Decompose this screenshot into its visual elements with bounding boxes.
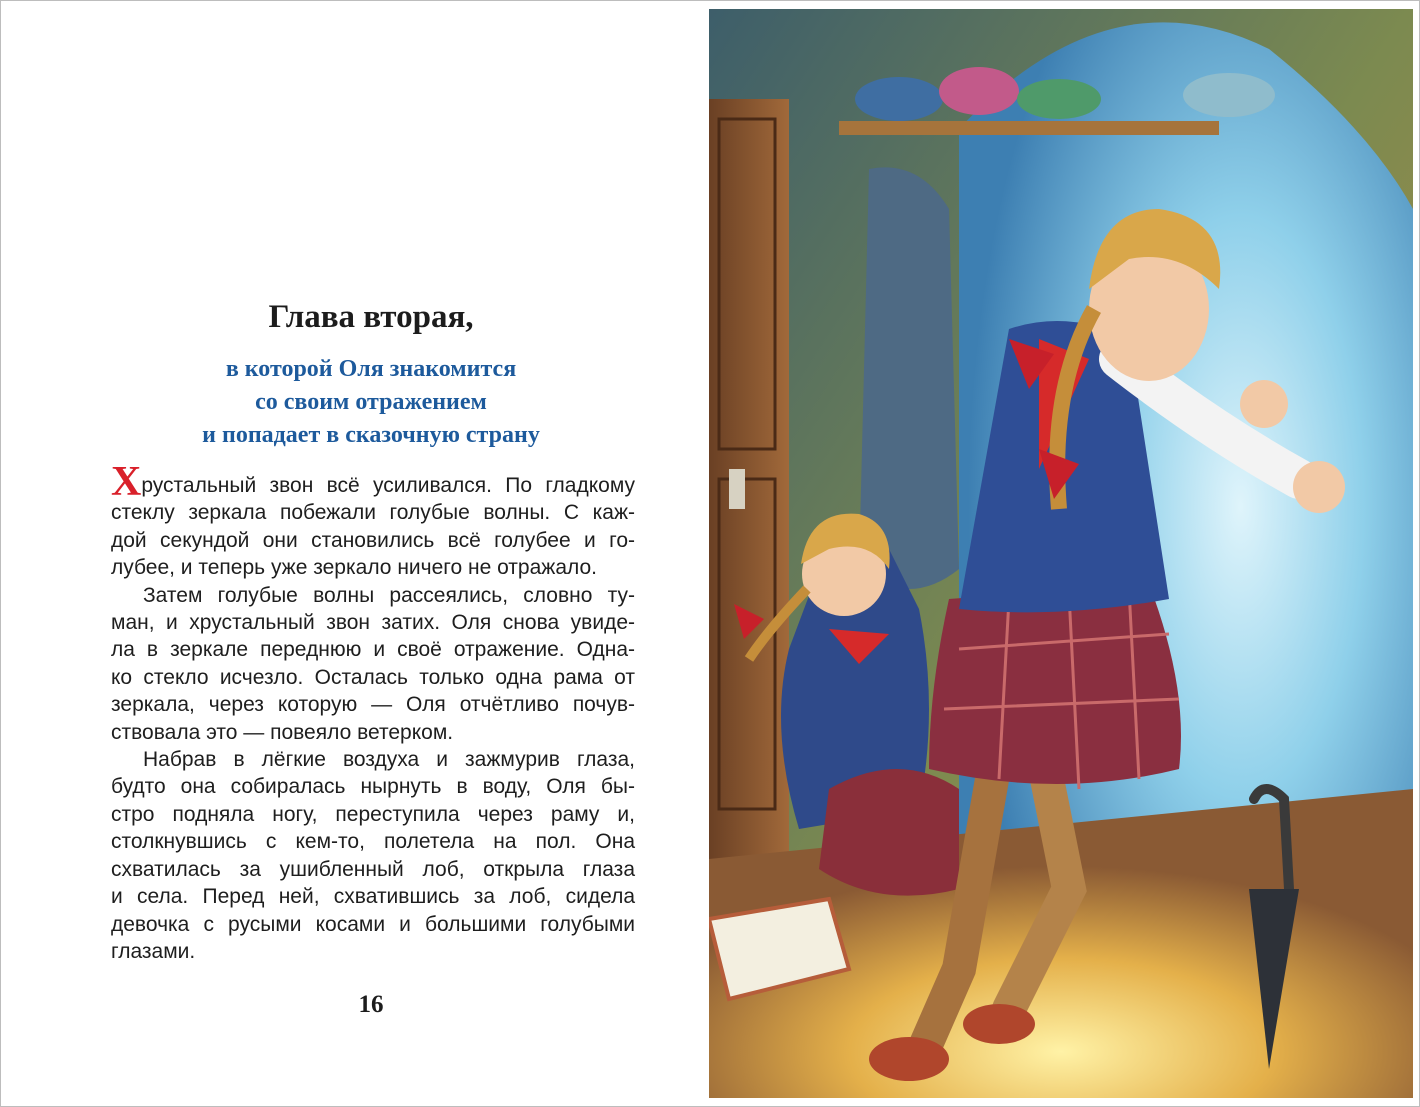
subtitle-line: в которой Оля знакомится xyxy=(225,356,517,382)
subtitle-line: и попадает в сказочную страну xyxy=(202,422,540,448)
door-handle xyxy=(729,469,745,509)
text-line-content: рустальный звон всё усиливался. По гладкому xyxy=(141,474,635,497)
chapter-title: Глава вторая, xyxy=(268,299,474,335)
text-line: девочка с русыми косами и большими голубыми xyxy=(111,912,635,936)
paragraph-1 xyxy=(111,459,635,582)
drop-cap: Х xyxy=(111,459,142,505)
text-line: глазами. xyxy=(111,939,196,963)
text-line: ко стекло исчезло. Осталась только одна рама от xyxy=(111,665,635,689)
paragraph-3 xyxy=(111,746,635,965)
text-line: зеркала, через которую — Оля отчётливо почув- xyxy=(111,693,635,717)
text-line: лубее, и теперь уже зеркало ничего не отражало. xyxy=(111,556,598,580)
text-line: Затем голубые волны рассеялись, словно ту- xyxy=(143,583,635,607)
text-line: стеклу зеркала побежали голубые волны. С каж- xyxy=(111,501,635,525)
hat-shelf xyxy=(839,121,1219,135)
text-line: Набрав в лёгкие воздуха и зажмурив глаза, xyxy=(143,748,635,772)
chapter-subtitle xyxy=(1,353,741,452)
paragraph-2 xyxy=(111,582,635,746)
text-line: схватилась за ушибленный лоб, открыла глаза xyxy=(111,857,635,881)
body-text xyxy=(111,459,635,965)
text-line: будто она собиралась нырнуть в воду, Оля бы- xyxy=(111,775,635,799)
subtitle-line: со своим отражением xyxy=(255,389,487,415)
hat xyxy=(1017,79,1101,119)
hat-reflection xyxy=(1183,73,1275,117)
page-number: 16 xyxy=(358,991,384,1018)
hat xyxy=(939,67,1019,115)
text-line: и села. Перед ней, схватившись за лоб, сидела xyxy=(111,885,635,909)
text-line: стро подняла ногу, переступила через раму и, xyxy=(111,802,635,826)
text-page xyxy=(1,1,709,1106)
text-line: ствовала это — повеяло ветерком. xyxy=(111,720,454,744)
text-line: ла в зеркале переднюю и своё отражение. Однa- xyxy=(111,638,635,662)
illustration xyxy=(709,9,1413,1098)
text-line: столкнувшись с кем-то, полетела на пол. Она xyxy=(111,830,635,854)
text-line: дой секундой они становились всё голубее и го- xyxy=(111,528,635,552)
text-line xyxy=(111,459,635,505)
text-line: ман, и хрустальный звон затих. Оля снова увиде- xyxy=(111,611,635,635)
hat xyxy=(855,77,943,121)
